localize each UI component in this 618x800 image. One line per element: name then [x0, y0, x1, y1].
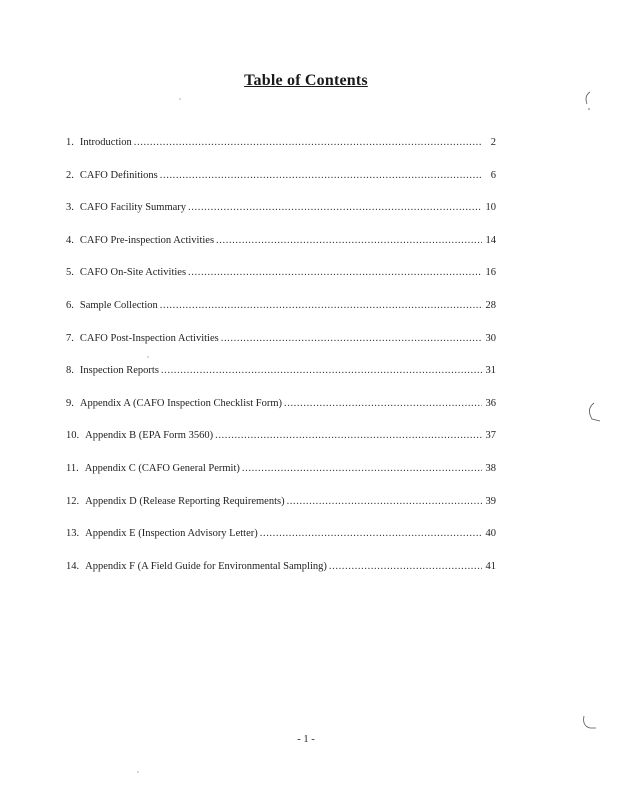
- toc-entry-number: 4.: [66, 234, 74, 246]
- toc-entry: [66, 202, 496, 235]
- toc-entry-number: 3.: [66, 202, 74, 214]
- toc-entry-label: Appendix A (CAFO Inspection Checklist Form): [79, 397, 282, 409]
- toc-entry-label: Appendix C (CAFO General Permit): [84, 462, 240, 474]
- toc-entry-page: 6: [490, 169, 496, 181]
- toc-entry-number: 7.: [66, 332, 74, 344]
- toc-entry-page: 38: [485, 462, 496, 474]
- toc-entry-number: 1.: [66, 137, 74, 148]
- scan-speck: [179, 98, 180, 99]
- toc-entry-label: Sample Collection: [79, 299, 158, 311]
- scan-mark: [586, 92, 590, 104]
- toc-entry-number: 9.: [66, 397, 74, 409]
- toc-entry-label: CAFO Post-Inspection Activities: [79, 332, 219, 344]
- toc-entry: [66, 333, 496, 366]
- toc-entry-number: 14.: [66, 560, 80, 572]
- table-of-contents: [66, 137, 496, 593]
- toc-entry-page: 10: [485, 202, 496, 214]
- toc-entry-page: 39: [485, 495, 496, 507]
- toc-entry-label: Inspection Reports: [79, 365, 159, 377]
- toc-dot-leader: [160, 170, 482, 181]
- toc-entry-page: 2: [490, 137, 496, 148]
- toc-entry-number: 5.: [66, 267, 74, 279]
- toc-dot-leader: [188, 202, 482, 213]
- toc-entry: [66, 463, 496, 496]
- toc-dot-leader: [329, 561, 482, 572]
- toc-entry-number: 8.: [66, 365, 74, 377]
- toc-entry-label: Appendix F (A Field Guide for Environmental Sampling): [85, 560, 327, 572]
- toc-entry: [66, 300, 496, 333]
- toc-dot-leader: [284, 398, 482, 409]
- toc-entry-page: 40: [485, 528, 496, 540]
- toc-entry: [66, 365, 496, 398]
- toc-dot-leader: [242, 463, 482, 474]
- toc-entry-page: 30: [485, 332, 496, 344]
- toc-dot-leader: [134, 137, 482, 148]
- toc-entry-label: Appendix D (Release Reporting Requirements): [85, 495, 285, 507]
- toc-dot-leader: [188, 267, 482, 278]
- toc-entry-page: 36: [485, 397, 496, 409]
- toc-entry-number: 13.: [66, 528, 80, 540]
- toc-entry-number: 10.: [66, 430, 80, 442]
- toc-dot-leader: [260, 528, 482, 539]
- toc-entry-number: 6.: [66, 299, 74, 311]
- toc-entry: [66, 267, 496, 300]
- toc-entry-label: Introduction: [79, 137, 132, 148]
- toc-entry-page: 31: [485, 365, 496, 377]
- scan-mark: [589, 403, 600, 421]
- toc-entry: [66, 235, 496, 268]
- toc-entry-label: Appendix B (EPA Form 3560): [85, 430, 214, 442]
- toc-entry-page: 14: [485, 234, 496, 246]
- toc-entry: [66, 430, 496, 463]
- toc-entry-number: 2.: [66, 169, 74, 181]
- toc-entry-page: 41: [485, 560, 496, 572]
- toc-entry: [66, 398, 496, 431]
- toc-entry-number: 11.: [66, 462, 79, 474]
- scan-mark: [584, 716, 596, 728]
- toc-entry-label: Appendix E (Inspection Advisory Letter): [85, 528, 258, 540]
- toc-entry-label: CAFO Facility Summary: [79, 202, 187, 214]
- toc-entry-page: 16: [485, 267, 496, 279]
- toc-dot-leader: [215, 430, 482, 441]
- toc-entry-page: 28: [485, 299, 496, 311]
- toc-entry: [66, 561, 496, 594]
- page-number: - 1 -: [297, 734, 315, 745]
- toc-entry: [66, 496, 496, 529]
- toc-entry-label: CAFO Pre-inspection Activities: [79, 234, 215, 246]
- scan-speck: [137, 771, 138, 772]
- toc-entry: [66, 170, 496, 203]
- toc-entry-page: 37: [485, 430, 496, 442]
- toc-dot-leader: [221, 333, 482, 344]
- scan-speck: [588, 108, 590, 110]
- toc-dot-leader: [160, 300, 482, 311]
- toc-entry-label: CAFO Definitions: [79, 169, 158, 181]
- toc-entry: [66, 137, 496, 170]
- toc-dot-leader: [287, 496, 482, 507]
- toc-dot-leader: [161, 365, 482, 376]
- toc-dot-leader: [216, 235, 482, 246]
- toc-entry: [66, 528, 496, 561]
- toc-entry-number: 12.: [66, 495, 80, 507]
- page-title: Table of Contents: [244, 72, 368, 89]
- toc-entry-label: CAFO On-Site Activities: [79, 267, 187, 279]
